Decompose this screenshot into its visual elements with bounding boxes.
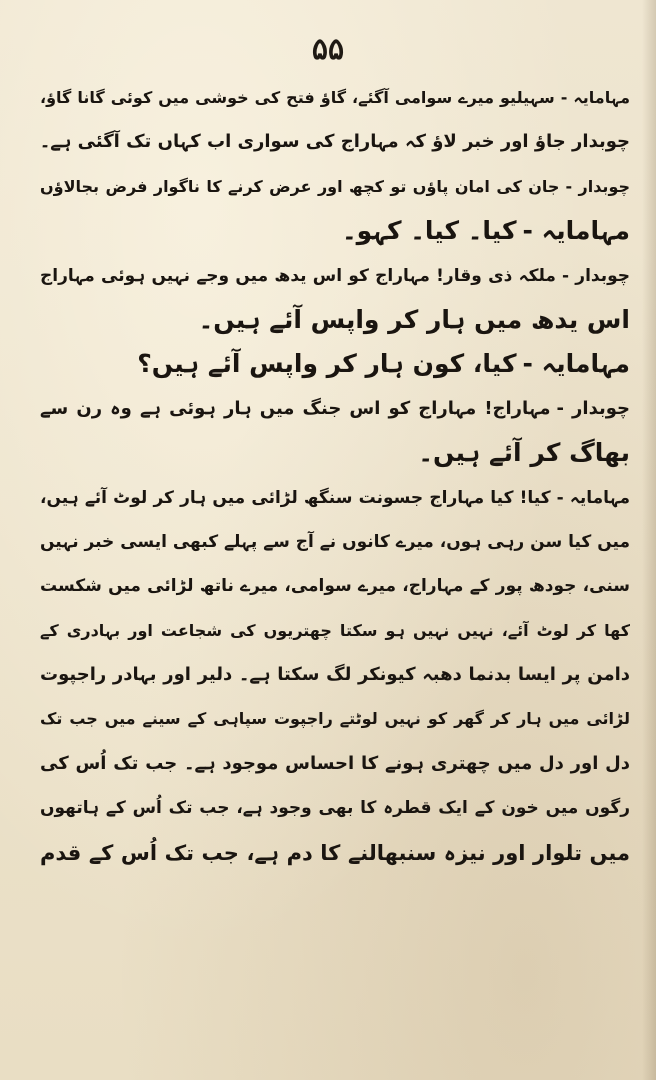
text-line <box>40 609 630 653</box>
text-line <box>40 431 630 475</box>
line-text: بھاگ کر آئے ہیں۔ <box>418 438 630 468</box>
page-edge-shadow <box>642 0 656 1080</box>
line-text: میں تلوار اور نیزہ سنبھالنے کا دم ہے، جب تک اُس کے قدم <box>40 840 630 865</box>
speaker-label: چوبدار - <box>565 176 630 196</box>
line-text: اس یدھ میں ہار کر واپس آئے ہیں۔ <box>198 304 630 334</box>
line-text: دل اور دل میں چھتری ہونے کا احساس موجود ہے۔ جب تک اُس کی <box>40 752 630 774</box>
text-line <box>40 165 630 209</box>
text-line <box>40 209 630 253</box>
text-line <box>40 564 630 608</box>
page-text-block <box>40 76 630 875</box>
line-text: کھا کر لوٹ آئے، نہیں نہیں ہو سکتا چھتریوں کی شجاعت اور بہادری کے <box>40 620 630 640</box>
line-text: میں کیا سن رہی ہوں، میرے کانوں نے آج سے پہلے کبھی ایسی خبر نہیں <box>40 531 630 552</box>
line-text: مہاراج! مہاراج کو اس جنگ میں ہار ہوئی ہے وہ رن سے <box>40 397 551 419</box>
line-text: رگوں میں خون کے ایک قطرہ کا بھی وجود ہے، جب تک اُس کے ہاتھوں <box>40 798 630 819</box>
text-line <box>40 786 630 830</box>
line-text: سنی، جودھ پور کے مہاراج، میرے سوامی، میرے ناتھ لڑائی میں شکست <box>40 576 630 597</box>
line-text: لڑائی میں ہار کر گھر کو نہیں لوٹتے راجپوت سپاہی کے سینے میں جب تک <box>40 709 630 729</box>
text-line <box>40 120 630 164</box>
line-text: ملکہ ذی وقار! مہاراج کو اس یدھ میں وجے نہیں ہوئی مہاراج <box>40 265 556 286</box>
line-text: کیا، کون ہار کر واپس آئے ہیں؟ <box>137 349 517 379</box>
text-line <box>40 76 630 120</box>
text-line <box>40 254 630 298</box>
speaker-label: مہامایہ - <box>556 487 630 508</box>
text-line <box>40 742 630 786</box>
text-line <box>40 831 630 875</box>
line-text: چوبدار جاؤ اور خبر لاؤ کہ مہاراج کی سواری اب کہاں تک آگئی ہے۔ <box>40 131 630 153</box>
line-text: جان کی امان پاؤں تو کچھ اور عرض کرنے کا ناگوار فرض بجالاؤں <box>40 176 560 196</box>
text-line <box>40 476 630 520</box>
line-text: کیا۔ کیا۔ کہو۔ <box>342 216 517 246</box>
page-number: ۵۵ <box>311 32 345 67</box>
line-text: دامن پر ایسا بدنما دھبہ کیونکر لگ سکتا ہے۔ دلیر اور بہادر راجپوت <box>40 664 630 686</box>
speaker-label: چوبدار - <box>561 265 630 286</box>
line-text: سہیلیو میرے سوامی آگئے، گاؤ فتح کی خوشی میں کوئی گانا گاؤ، <box>40 88 555 107</box>
speaker-label: چوبدار - <box>556 397 630 419</box>
speaker-label: مہامایہ - <box>522 216 630 246</box>
text-line <box>40 298 630 342</box>
text-line <box>40 697 630 741</box>
text-line <box>40 653 630 697</box>
text-line <box>40 387 630 431</box>
text-line <box>40 342 630 386</box>
line-text: کیا! کیا مہاراج جسونت سنگھ لڑائی میں ہار کر لوٹ آئے ہیں، <box>40 487 551 508</box>
speaker-label: مہامایہ - <box>560 88 630 107</box>
text-line <box>40 520 630 564</box>
speaker-label: مہامایہ - <box>522 349 630 379</box>
